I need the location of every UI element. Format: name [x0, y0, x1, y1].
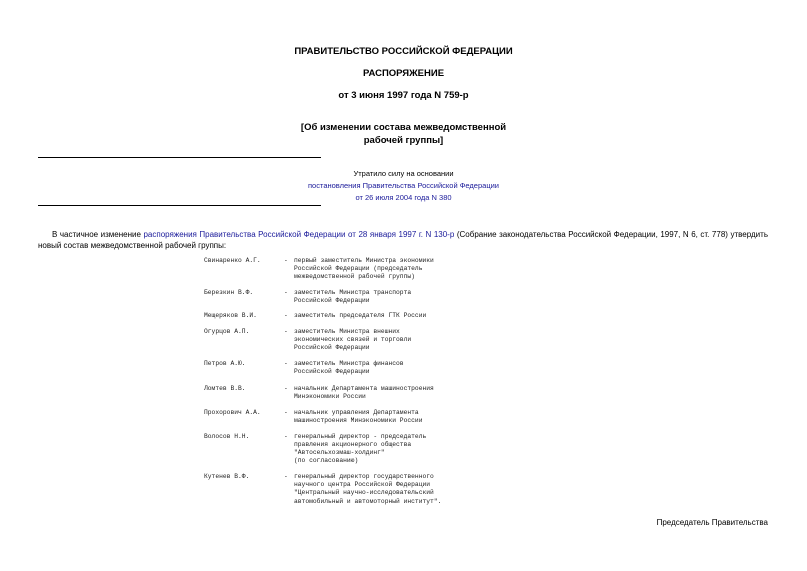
member-row	[204, 473, 534, 505]
member-dash: -	[284, 360, 288, 368]
member-role: заместитель председателя ГТК России	[294, 312, 427, 320]
member-dash: -	[284, 257, 288, 264]
member-dash: -	[284, 384, 288, 392]
status-note	[200, 168, 607, 204]
member-name: Мещеряков В.И.	[204, 312, 257, 320]
member-dash: -	[284, 328, 288, 336]
member-role: генеральный директор государственного научного центра Российской Федерации "Центральный научно-исследовательский автомобильный и автомоторный институт".	[294, 473, 442, 505]
member-row	[204, 385, 534, 401]
member-role: заместитель Министра внешних экономических связей и торговли Российской Федерации	[294, 328, 412, 352]
member-name: Огурцов А.П.	[204, 328, 250, 336]
body-paragraph	[38, 229, 768, 251]
member-row	[204, 312, 534, 320]
divider-top	[38, 157, 321, 158]
member-role: заместитель Министра транспорта Российской Федерации	[294, 288, 412, 304]
status-note-text: Утратило силу на основании	[353, 169, 454, 178]
member-dash: -	[284, 473, 288, 481]
document-date-number: от 3 июня 1997 года N 759-р	[338, 90, 469, 101]
document-type-heading: РАСПОРЯЖЕНИЕ	[362, 68, 445, 79]
member-dash: -	[284, 432, 288, 440]
member-row	[204, 257, 534, 281]
member-role: заместитель Министра финансов Российской Федерации	[294, 360, 404, 376]
signature: Председатель Правительства	[656, 518, 768, 527]
member-name: Кутенев В.Ф.	[204, 473, 250, 481]
member-role: начальник Департамента машиностроения Минэкономики России	[294, 384, 434, 400]
member-name: Свинаренко А.Г.	[204, 257, 261, 264]
member-row	[204, 289, 534, 305]
body-lead: В частичное изменение	[52, 230, 141, 239]
member-row	[204, 360, 534, 376]
member-role: первый заместитель Министра экономики Российской Федерации (председатель межведомственной рабочей группы)	[294, 257, 434, 281]
member-name: Волосов Н.Н.	[204, 432, 250, 440]
document-title-line-2: рабочей группы]	[363, 135, 444, 146]
member-name: Ломтев В.В.	[204, 384, 246, 392]
member-dash: -	[284, 288, 288, 296]
member-role: начальник управления Департамента машиностроения Минэкономики России	[294, 408, 423, 424]
member-dash: -	[284, 312, 288, 320]
repeal-link-date[interactable]: от 26 июля 2004 года N 380	[355, 193, 452, 202]
reference-link[interactable]: распоряжения Правительства Российской Федерации от 28 января 1997 г. N 130-р	[143, 230, 455, 239]
member-row	[204, 328, 534, 352]
member-row	[204, 433, 534, 465]
member-name: Березкин В.Ф.	[204, 288, 254, 296]
divider-bottom	[38, 205, 321, 206]
member-row	[204, 409, 534, 425]
body-rest: (Собрание законодательства Российской Федерации, 1997, N 6, ст. 778) утвердить новый состав межведомственной рабочей группы:	[38, 230, 768, 250]
member-name: Петров А.Ю.	[204, 360, 246, 368]
government-heading: ПРАВИТЕЛЬСТВО РОССИЙСКОЙ ФЕДЕРАЦИИ	[294, 46, 513, 57]
member-dash: -	[284, 408, 288, 416]
repeal-link[interactable]: постановления Правительства Российской Федерации	[307, 181, 499, 190]
member-role: генеральный директор - председатель правления акционерного общества "Автосельхозмаш-холдинг" (по согласованию)	[294, 432, 427, 465]
member-roster	[204, 257, 534, 506]
member-name: Прохорович А.А.	[204, 408, 261, 416]
document-title	[0, 121, 807, 147]
document-title-line-1: [Об изменении состава межведомственной	[300, 122, 507, 133]
